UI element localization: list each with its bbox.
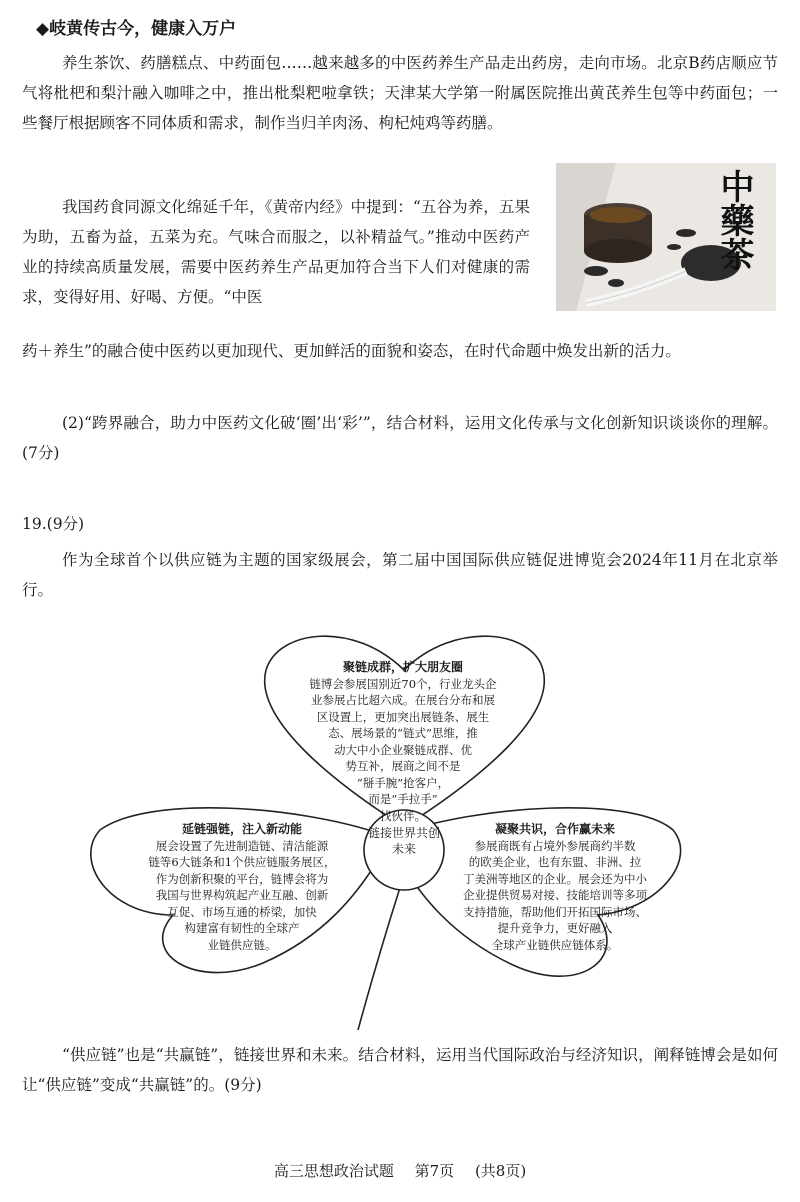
footer-page: 第7页 xyxy=(414,1162,455,1180)
footer-total: (共8页) xyxy=(474,1162,527,1180)
top-petal-line: 找伙伴。 xyxy=(380,808,426,823)
right-petal xyxy=(430,821,680,953)
left-petal-title: 延链强链，注入新动能 xyxy=(181,822,302,836)
left-petal xyxy=(102,821,382,953)
left-petal-line: 展会设置了先进制造链、清洁能源 xyxy=(155,838,329,853)
left-petal-line: 作为创新积聚的平台，链博会将为 xyxy=(155,871,329,886)
diagram-center-text: 链接世界共创未来 xyxy=(367,826,440,856)
right-petal-line: 丁美洲等地区的企业。展会还为中小 xyxy=(463,871,647,886)
top-petal-line: 业参展占比超六成。在展台分布和展 xyxy=(311,693,495,707)
left-petal-line: 业链供应链。 xyxy=(207,937,277,952)
right-petal-line: 的欧美企业，也有东盟、非洲、拉 xyxy=(468,855,642,869)
right-petal-line: 参展商既有占境外参展商约半数 xyxy=(474,838,636,853)
left-petal-line: 链等6大链条和1个供应链服务展区， xyxy=(148,855,336,869)
top-petal-title: 聚链成群，扩大朋友圈 xyxy=(342,660,463,674)
left-petal-line: 构建富有韧性的全球产 xyxy=(184,921,300,935)
top-petal-line: 态、展场景的“链式”思维，推 xyxy=(328,726,478,740)
question-19-number: 19.(9分) xyxy=(22,515,85,533)
left-petal-line: 互促、市场互通的桥梁，加快 xyxy=(167,904,317,919)
question-19-intro: 作为全球首个以供应链为主题的国家级展会，第二届中国国际供应链促进博览会2024年11月在北京举行。 xyxy=(22,551,778,599)
top-petal-line: 势互补，展商之间不是 xyxy=(345,759,461,773)
left-petal-line: 我国与世界构筑起产业互融、创新 xyxy=(155,888,329,902)
top-petal-line: “掰手腕”抢客户， xyxy=(356,775,450,790)
top-petal-line: 动大中小企业聚链成群、优 xyxy=(334,742,472,757)
right-petal-title: 凝聚共识，合作赢未来 xyxy=(494,822,615,836)
material-paragraph-3: 药＋养生”的融合使中医药以更加现代、更加鲜活的面貌和姿态，在时代命题中焕发出新的活力。 xyxy=(22,342,681,360)
top-petal-line: 链博会参展国别近70个，行业龙头企 xyxy=(309,676,497,691)
question-19: “供应链”也是“共赢链”，链接世界和未来。结合材料，运用当代国际政治与经济知识，阐释链博会是如何让“供应链”变成“共赢链”的。(9分) xyxy=(22,1046,778,1094)
top-petal xyxy=(273,659,533,824)
material-paragraph-1: 养生茶饮、药膳糕点、中药面包……越来越多的中医药养生产品走出药房，走向市场。北京B药店顺应节气将枇杷和梨汁融入咖啡之中，推出枇梨粑啦拿铁；天津某大学第一附属医院推出黄芪养生包等中药面包；一些餐厅根据顾客不同体质和需求，制作当归羊肉汤、枸杞炖鸡等药膳。 xyxy=(22,54,778,132)
clover-diagram xyxy=(88,625,688,1030)
right-petal-line: 企业提供贸易对接、技能培训等多项 xyxy=(463,888,647,902)
page-footer xyxy=(0,1160,800,1181)
right-petal-line: 支持措施，帮助他们开拓国际市场、 xyxy=(463,904,647,919)
footer-subject: 高三思想政治试题 xyxy=(273,1162,394,1180)
material-paragraph-2: 我国药食同源文化绵延千年，《黄帝内经》中提到：“五谷为养，五果为助，五畜为益，五菜为充。气味合而服之，以补精益气。”推动中医药产业的持续高质量发展，需要中医药养生产品更加符合当下人们对健康的需求，变得好用、好喝、方便。“中医 xyxy=(22,198,530,306)
section-title: ◆岐黄传古今，健康入万户 xyxy=(36,19,237,39)
right-petal-line: 全球产业链供应链体系。 xyxy=(491,937,619,952)
right-petal-line: 提升竞争力，更好融入 xyxy=(497,921,613,935)
top-petal-line: 而是“手拉手” xyxy=(368,792,438,806)
question-18-2: (2)“跨界融合，助力中医药文化破‘圈’出‘彩’”，结合材料，运用文化传承与文化创新知识谈谈你的理解。(7分) xyxy=(22,414,778,462)
photo-calligraphy: 中藥茶 xyxy=(714,169,754,271)
top-petal-line: 区设置上，更加突出展链条、展生 xyxy=(316,709,490,724)
herbal-tea-photo xyxy=(556,163,776,311)
